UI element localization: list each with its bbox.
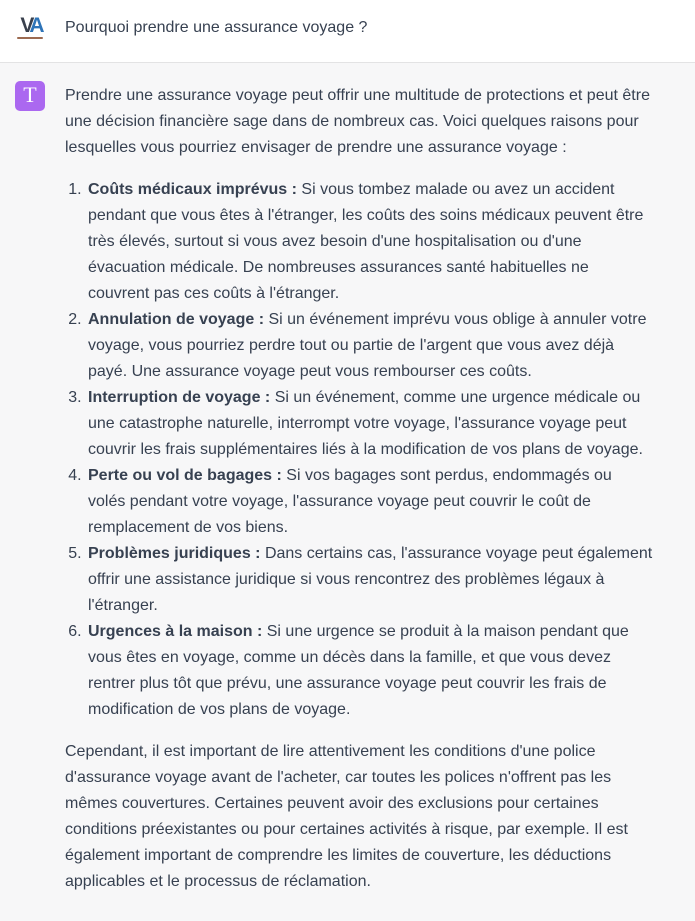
assistant-avatar-letter: T	[23, 82, 37, 107]
list-item-body: Si une urgence se produit à la maison pendant que vous êtes en voyage, comme un décès dans la famille, et que vous devez rentrer plus tôt que prévu, une assurance voyage peut couvrir les frais de modification de vos plans de voyage.	[88, 623, 629, 718]
list-item-body: Si un événement imprévu vous oblige à annuler votre voyage, vous pourriez perdre tout ou partie de l'argent que vous avez déjà payé. Une assurance voyage peut vous rembourser ces coûts.	[88, 311, 647, 380]
list-item	[86, 177, 653, 307]
list-item-body: Si vous tombez malade ou avez un accident pendant que vous êtes à l'étranger, les coûts des soins médicaux peuvent être très élevés, surtout si vous avez besoin d'une hospitalisation ou d'une évacuation médicale. De nombreuses assurances santé habituelles ne couvrent pas ces coûts à l'étranger.	[88, 181, 644, 302]
list-item-title: Coûts médicaux imprévus :	[88, 181, 297, 198]
list-item	[86, 385, 653, 463]
va-logo-letter-v: V	[20, 14, 30, 37]
list-item-title: Problèmes juridiques :	[88, 545, 261, 562]
list-item-body: Si vos bagages sont perdus, endommagés ou volés pendant votre voyage, l'assurance voyage peut couvrir le coût de remplacement de vos biens.	[88, 467, 612, 536]
user-message-content	[65, 12, 653, 41]
list-item-title: Urgences à la maison :	[88, 623, 263, 640]
assistant-intro-paragraph: Prendre une assurance voyage peut offrir une multitude de protections et peut être une décision financière sage dans de nombreux cas. Voici quelques raisons pour lesquelles vous pourriez envisager de prendre une assurance voyage :	[65, 87, 650, 156]
assistant-avatar	[15, 81, 45, 111]
assistant-message-content	[65, 81, 653, 895]
list-item	[86, 619, 653, 723]
list-item	[86, 463, 653, 541]
assistant-message-row	[0, 62, 695, 921]
list-item-body: Si un événement, comme une urgence médicale ou une catastrophe naturelle, interrompt votre voyage, l'assurance voyage peut couvrir les frais supplémentaires liés à la modification de vos plans de voyage.	[88, 389, 643, 458]
assistant-outro-paragraph: Cependant, il est important de lire attentivement les conditions d'une police d'assurance voyage avant de l'acheter, car toutes les polices n'offrent pas les mêmes couvertures. Certaines peuvent avoir des exclusions pour certaines conditions préexistantes ou pour certaines activités à risque, par exemple. Il est également important de comprendre les limites de couverture, les déductions applicables et le processus de réclamation.	[65, 743, 628, 890]
list-item	[86, 307, 653, 385]
user-message-row	[0, 0, 695, 62]
user-question: Pourquoi prendre une assurance voyage ?	[65, 19, 368, 36]
list-item-title: Interruption de voyage :	[88, 389, 271, 406]
list-item-title: Annulation de voyage :	[88, 311, 265, 328]
va-logo-letter-a: A	[29, 14, 40, 37]
va-logo-letters	[20, 16, 39, 35]
va-logo-tagline-bar	[17, 37, 43, 39]
insurance-reasons-list	[65, 177, 653, 723]
list-item-title: Perte ou vol de bagages :	[88, 467, 282, 484]
list-item-body: Dans certains cas, l'assurance voyage peut également offrir une assistance juridique si vous rencontrez des problèmes légaux à l'étranger.	[88, 545, 653, 614]
list-item	[86, 541, 653, 619]
user-avatar-va-logo	[15, 12, 45, 42]
